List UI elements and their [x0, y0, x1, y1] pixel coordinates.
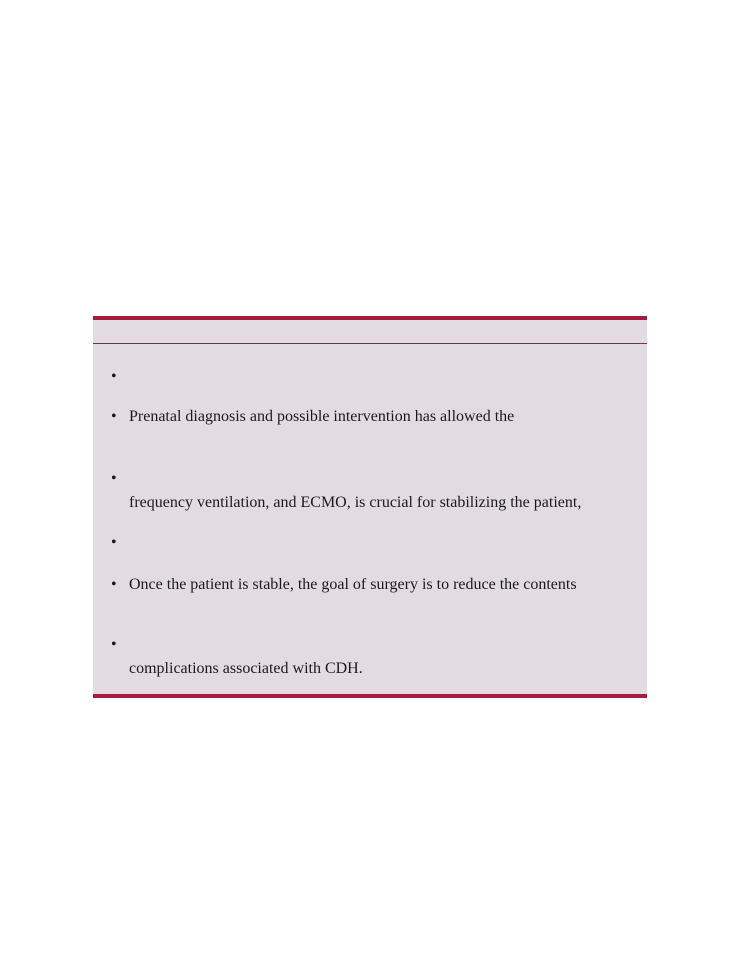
key-points-box [93, 316, 647, 698]
bullet-icon: • [111, 534, 117, 551]
bullet-text-frequency-ventilation: frequency ventilation, and ECMO, is crucial for stabilizing the patient, [129, 494, 582, 511]
bullet-text-surgery-goal: Once the patient is stable, the goal of surgery is to reduce the contents [129, 576, 577, 593]
bullet-text-cdh-complications: complications associated with CDH. [129, 660, 363, 677]
bullet-icon: • [111, 470, 117, 487]
bullet-icon: • [111, 636, 117, 653]
bullet-icon: • [111, 408, 117, 425]
box-title-bar [93, 320, 647, 344]
bullet-text-prenatal-diagnosis: Prenatal diagnosis and possible intervention has allowed the [129, 408, 515, 425]
bullet-icon: • [111, 576, 117, 593]
bullet-icon: • [111, 368, 117, 385]
